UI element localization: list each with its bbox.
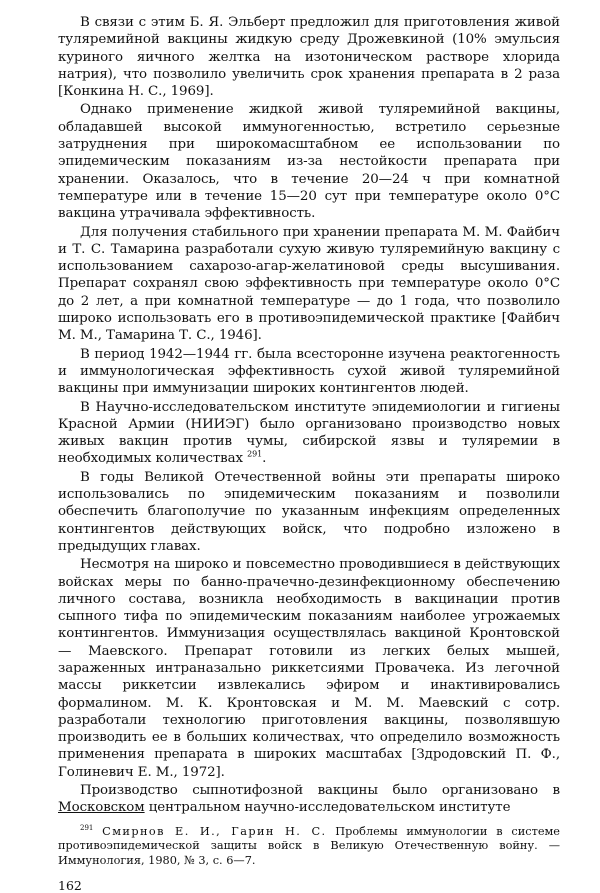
paragraph-text: В связи с этим Б. Я. Эльберт предложил для приготовления живой туляремийной вакцины жидкую среду Дрожевкиной (10% эмульсия куриного яичного желтка на изотоническом растворе хлорида натрия), что позволило увеличить срок хранения препарата в 2 раза [Конкина Н. С., 1969].: [58, 15, 560, 100]
paragraph-text: В годы Великой Отечественной войны эти препараты широко использовались по эпидемическим показаниям и позволили обеспечить благополучие по указанным инфекциям определенных контингентов действующих войск, что подробно изложено в предыдущих главах.: [58, 469, 560, 554]
paragraph-text: Несмотря на широко и повсеместно проводившиеся в действующих войсках меры по банно-прачечно-дезинфекционному обеспечению личного состава, возникла необходимость в вакцинации против сыпного тифа по эпидемическим показаниям наиболее угрожаемых контингентов. Иммунизация осуществлялась вакциной Кронтовской — Маевского. Препарат готовили из легких белых мышей, зараженных интраназально риккетсиями Провачека. Из легочной массы риккетсии извлекались эфиром и инактивировались формалином. М. К. Кронтовская и М. М. Маевский с сотр. разработали технологию приготовления вакцины, позволявшую производить ее в больших количествах, что определило возможность применения препарата в широких масштабах [Здродовский П. Ф., Голиневич Е. М., 1972].: [58, 557, 560, 780]
paragraph-text-tail: .: [262, 451, 267, 467]
footnote: [58, 825, 560, 869]
paragraph-typhus-production: [58, 782, 560, 817]
paragraph-text: Однако применение жидкой живой туляремийной вакцины, обладавшей высокой иммуногенностью, встретило серьезные затруднения при широкомасштабном ее использовании по эпидемическим показаниям из-за нестойкости препарата при хранении. Оказалось, что в течение 20—24 ч при комнатной температуре или в течение 15—20 сут при температуре около 0°С вакцина утрачивала эффективность.: [58, 102, 560, 222]
footnote-reference: 291: [247, 449, 263, 459]
paragraph-text-tail: центральном научно-исследовательском институте: [144, 800, 511, 816]
footnote-authors: Смирнов Е. И., Гарин Н. С.: [102, 824, 327, 838]
paragraph-niieg: [58, 399, 560, 468]
paragraph-typhus-vaccination: [58, 556, 560, 781]
paragraph-dry-vaccine: [58, 224, 560, 345]
page-number: 162: [58, 878, 82, 893]
paragraph-war-years: [58, 469, 560, 555]
underlined-word: Московском: [58, 800, 145, 816]
paragraph-text: В Научно-исследовательском институте эпидемиологии и гигиены Красной Армии (НИИЭГ) было организовано производство новых живых вакцин против чумы, сибирской язвы и туляремии в необходимых количествах: [58, 399, 560, 467]
paragraph-text: В период 1942—1944 гг. была всесторонне изучена реактогенность и иммунологическая эффективность сухой живой туляремийной вакцины при иммунизации широких контингентов людей.: [58, 346, 560, 397]
footnote-number: 291: [80, 823, 94, 832]
footnote-text: Проблемы иммунологии в системе противоэпидемической защиты войск в Великую Отечественную войну. — Иммунология, 1980, № 3, с. 6—7.: [58, 824, 560, 867]
paragraph-text: Производство сыпнотифозной вакцины было организовано в: [80, 783, 560, 799]
paragraph-1942-1944: [58, 346, 560, 398]
paragraph-text: Для получения стабильного при хранении препарата М. М. Файбич и Т. С. Тамарина разработали сухую живую туляремийную вакцину с использованием сахарозо-агар-желатиновой среды высушивания. Препарат сохранял свою эффективность при температуре около 0°С до 2 лет, а при комнатной температуре — до 1 года, что позволило широко использовать его в противоэпидемической практике [Файбич М. М., Тамарина Т. С., 1946].: [58, 224, 560, 344]
paragraph-elbert: [58, 14, 560, 100]
page-body: [58, 14, 560, 893]
paragraph-liquid-vaccine: [58, 101, 560, 222]
